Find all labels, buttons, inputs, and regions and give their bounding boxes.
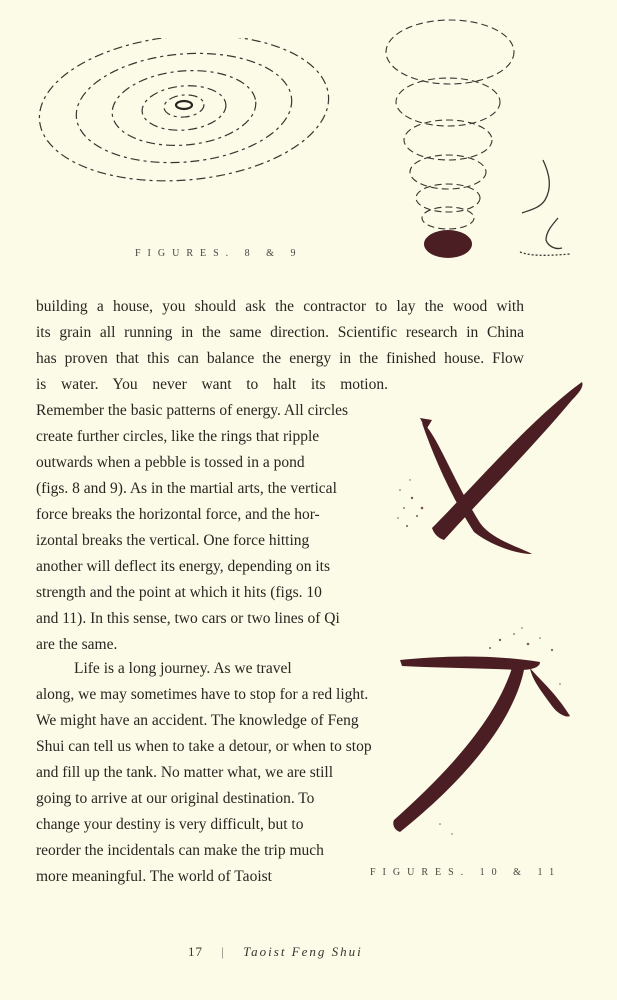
body-line-16: along, we may sometimes have to stop for a red light. (36, 686, 369, 703)
figure-9-vortex-illustration (380, 10, 580, 265)
body-line-5: Remember the basic patterns of energy. All circles (36, 402, 349, 419)
body-line-20: going to arrive at our original destination. To (36, 790, 315, 807)
page-number: 17 (188, 944, 203, 959)
book-title: Taoist Feng Shui (243, 944, 363, 959)
body-line-3: has proven that this can balance the energy in the finished house. Flow (36, 350, 524, 367)
figures-8-9-caption: FIGURES. 8 & 9 (135, 248, 303, 259)
body-line-15: Life is a long journey. As we travel (74, 660, 292, 677)
body-line-10: izontal breaks the vertical. One force hitting (36, 532, 310, 549)
body-line-2: its grain all running in the same direction. Scientific research in China (36, 324, 524, 341)
figure-11-brush-strokes-illustration (380, 620, 590, 840)
body-line-4: is water. You never want to halt its motion. (36, 376, 388, 393)
figure-10-brush-strokes-illustration (392, 378, 592, 558)
body-line-9: force breaks the horizontal force, and the hor- (36, 506, 320, 523)
body-line-17: We might have an accident. The knowledge of Feng (36, 712, 359, 729)
body-line-8: (figs. 8 and 9). As in the martial arts, the vertical (36, 480, 337, 497)
body-line-21: change your destiny is very difficult, but to (36, 816, 304, 833)
body-line-14: are the same. (36, 636, 118, 653)
body-line-23: more meaningful. The world of Taoist (36, 868, 272, 885)
figures-10-11-caption: FIGURES. 10 & 11 (370, 867, 562, 878)
body-line-18: Shui can tell us when to take a detour, or when to stop (36, 738, 372, 755)
body-line-7: outwards when a pebble is tossed in a pond (36, 454, 305, 471)
body-line-12: strength and the point at which it hits (figs. 10 (36, 584, 322, 601)
body-line-19: and fill up the tank. No matter what, we are still (36, 764, 333, 781)
figure-8-concentric-circles-illustration (36, 38, 336, 198)
body-line-13: and 11). In this sense, two cars or two lines of Qi (36, 610, 340, 627)
body-line-1: building a house, you should ask the contractor to lay the wood with (36, 298, 524, 315)
body-line-22: reorder the incidentals can make the trip much (36, 842, 324, 859)
footer-separator: | (221, 944, 225, 959)
body-line-11: another will deflect its energy, depending on its (36, 558, 330, 575)
page-footer (188, 944, 363, 960)
body-line-6: create further circles, like the rings that ripple (36, 428, 320, 445)
